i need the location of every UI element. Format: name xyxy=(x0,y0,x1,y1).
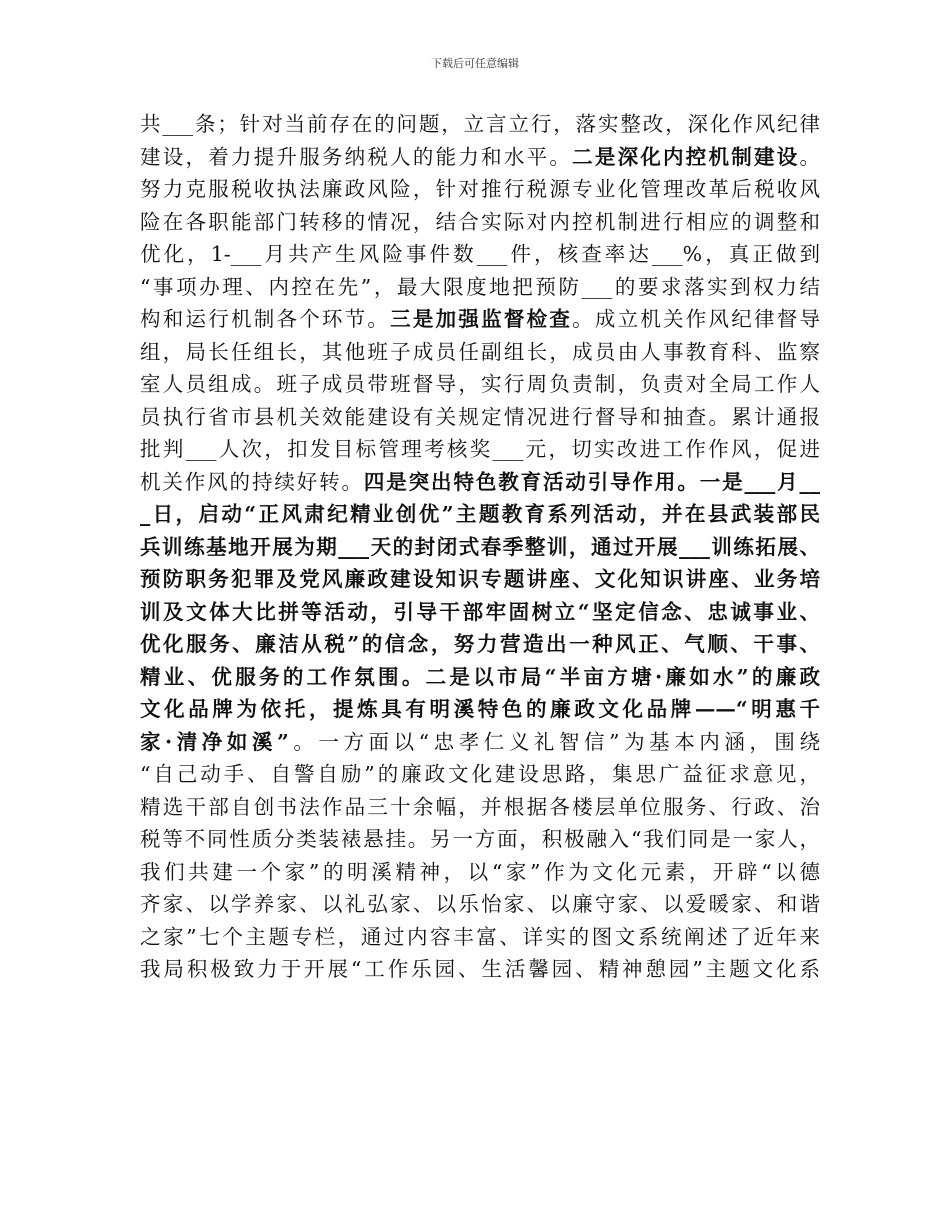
text-line xyxy=(140,563,820,596)
text-line xyxy=(140,303,820,336)
text-line xyxy=(140,888,820,921)
text-segment: 税等不同性质分类装裱悬挂。另一方面，积极融入“我们同是一家人， xyxy=(140,827,820,851)
text-segment: 建设，着力提升服务纳税人的能力和水平。 xyxy=(140,144,573,169)
bold-text-segment: 家·清净如溪” xyxy=(140,729,289,754)
text-segment: 我局积极致力于开展“工作乐园、生活馨园、精神憩园”主题文化系 xyxy=(140,957,820,981)
text-segment: “自己动手、自警自励”的廉政文化建设思路，集思广益征求意见， xyxy=(140,762,820,786)
text-segment: 。一方面以“忠孝仁义礼智信”为基本内涵，围绕 xyxy=(288,729,820,754)
text-segment: 。成立机关作风纪律督导 xyxy=(572,307,820,331)
text-segment: 险在各职能部门转移的情况，结合实际对内控机制进行相应的调整和 xyxy=(140,209,820,234)
text-line xyxy=(140,401,820,434)
page-header: 下载后可任意编辑 xyxy=(431,57,519,70)
text-line xyxy=(140,206,820,239)
bold-text-segment: 优化服务、廉洁从税”的信念，努力营造出一种风正、气顺、干事、 xyxy=(140,632,820,656)
text-segment: 批判___人次，扣发目标管理考核奖___元，切实改进工作作风，促进 xyxy=(140,437,820,461)
text-line xyxy=(140,693,820,726)
bold-text-segment: 二是深化内控机制建设 xyxy=(572,144,800,169)
bold-text-segment: 兵训练基地开展为期___天的封闭式春季整训，通过开展___训练拓展、 xyxy=(140,534,820,559)
text-segment: 机关作风的持续好转。 xyxy=(140,469,364,494)
text-line xyxy=(140,856,820,889)
text-line xyxy=(140,726,820,759)
text-line xyxy=(140,336,820,369)
text-segment: “事项办理、内控在先”，最大限度地把预防___的要求落实到权力结 xyxy=(140,274,820,299)
text-line xyxy=(140,661,820,694)
text-line xyxy=(140,953,820,986)
text-line xyxy=(140,596,820,629)
text-line xyxy=(140,466,820,499)
text-line xyxy=(140,628,820,661)
text-segment: 精选干部自创书法作品三十余幅，并根据各楼层单位服务、行政、治 xyxy=(140,794,820,819)
text-line xyxy=(140,921,820,954)
bold-text-segment: _日，启动“正风肃纪精业创优”主题教育系列活动，并在县武装部民 xyxy=(140,502,820,526)
bold-text-segment: 精业、优服务的工作氛围。二是以市局“半亩方塘·廉如水”的廉政 xyxy=(140,664,820,689)
text-segment: 之家”七个主题专栏，通过内容丰富、详实的图文系统阐述了近年来 xyxy=(140,924,820,949)
text-segment: 组，局长任组长，其他班子成员任副组长，成员由人事教育科、监察 xyxy=(140,339,820,364)
bold-text-segment: 三是加强监督检查 xyxy=(390,307,573,331)
text-line xyxy=(140,433,820,466)
bold-text-segment: 预防职务犯罪及党风廉政建设知识专题讲座、文化知识讲座、业务培 xyxy=(140,567,820,591)
text-segment: 优化，1-___月共产生风险事件数___件，核查率达___%，真正做到 xyxy=(140,242,820,266)
text-line xyxy=(140,758,820,791)
text-segment: 我们共建一个家”的明溪精神，以“家”作为文化元素，开辟“以德 xyxy=(140,859,820,884)
text-line xyxy=(140,791,820,824)
text-line xyxy=(140,271,820,304)
text-segment: 齐家、以学养家、以礼弘家、以乐怡家、以廉守家、以爱暖家、和谐 xyxy=(140,892,820,916)
text-segment: 共___条；针对当前存在的问题，立言立行，落实整改，深化作风纪律 xyxy=(140,112,820,136)
text-segment: 努力克服税收执法廉政风险，针对推行税源专业化管理改革后税收风 xyxy=(140,177,820,201)
document-body xyxy=(140,108,820,986)
bold-text-segment: 训及文体大比拼等活动，引导干部牢固树立“坚定信念、忠诚事业、 xyxy=(140,599,820,624)
text-segment: 员执行省市县机关效能建设有关规定情况进行督导和抽查。累计通报 xyxy=(140,404,820,429)
text-line xyxy=(140,498,820,531)
text-line xyxy=(140,141,820,174)
bold-text-segment: 文化品牌为依托，提炼具有明溪特色的廉政文化品牌——“明惠千 xyxy=(140,697,820,721)
text-line xyxy=(140,173,820,206)
text-line xyxy=(140,823,820,856)
bold-text-segment: 四是突出特色教育活动引导作用。一是___月__ xyxy=(363,469,820,494)
text-line xyxy=(140,368,820,401)
text-segment: 构和运行机制各个环节。 xyxy=(140,307,391,331)
text-line xyxy=(140,238,820,271)
text-line xyxy=(140,531,820,564)
text-segment: 。 xyxy=(799,144,820,169)
text-segment: 室人员组成。班子成员带班督导，实行周负责制，负责对全局工作人 xyxy=(140,372,820,396)
text-line xyxy=(140,108,820,141)
